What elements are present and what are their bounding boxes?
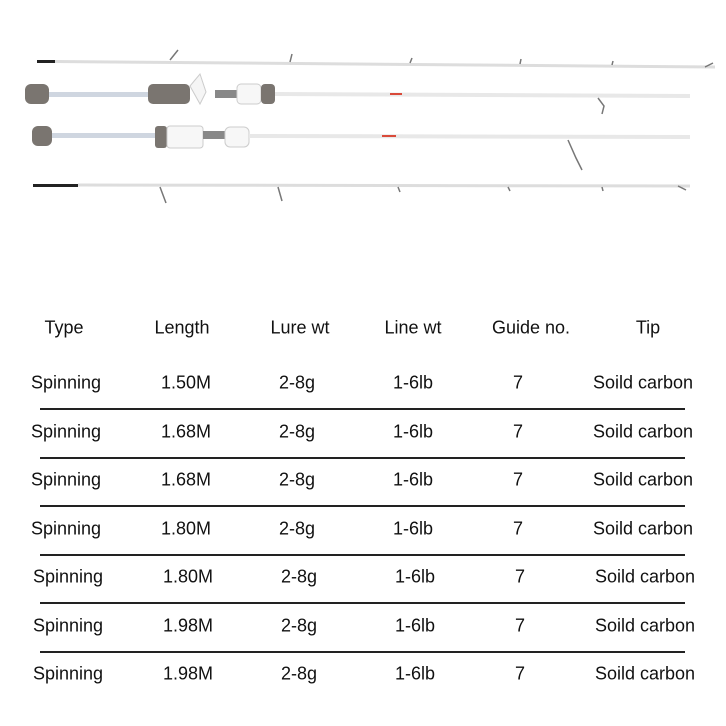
row-divider	[40, 554, 685, 556]
rod-tip-section-bottom	[33, 184, 690, 203]
header-length: Length	[154, 317, 210, 338]
cell-type: Spinning	[30, 469, 102, 490]
cell-length: 1.50M	[160, 372, 212, 393]
row-divider	[40, 408, 685, 410]
row-divider	[40, 651, 685, 653]
cell-tip: Soild carbon	[594, 663, 696, 684]
header-type: Type	[44, 317, 84, 338]
cell-guide-no: 7	[514, 663, 526, 684]
cell-type: Spinning	[32, 566, 104, 587]
cell-type: Spinning	[30, 372, 102, 393]
cell-guide-no: 7	[514, 615, 526, 635]
cell-tip: Soild carbon	[594, 615, 696, 635]
row-divider	[40, 505, 685, 507]
cell-line-wt: 1-6lb	[392, 518, 434, 538]
cell-tip: Soild carbon	[592, 421, 694, 441]
cell-lure-wt: 2-8g	[278, 518, 316, 538]
cell-guide-no: 7	[512, 421, 524, 441]
cell-line-wt: 1-6lb	[392, 421, 434, 441]
cell-guide-no: 7	[512, 469, 524, 490]
cell-line-wt: 1-6lb	[394, 566, 436, 587]
cell-type: Spinning	[32, 615, 104, 635]
rod-spinning	[32, 126, 690, 170]
cell-lure-wt: 2-8g	[278, 421, 316, 441]
cell-length: 1.98M	[162, 615, 214, 635]
cell-lure-wt: 2-8g	[278, 372, 316, 393]
cell-guide-no: 7	[512, 372, 524, 393]
cell-tip: Soild carbon	[592, 372, 694, 393]
cell-length: 1.68M	[160, 421, 212, 441]
cell-length: 1.98M	[162, 663, 214, 684]
cell-line-wt: 1-6lb	[394, 663, 436, 684]
cell-type: Spinning	[30, 518, 102, 538]
cell-lure-wt: 2-8g	[278, 469, 316, 490]
cell-length: 1.80M	[162, 566, 214, 587]
fishing-rods-illustration	[0, 0, 726, 230]
cell-tip: Soild carbon	[592, 518, 694, 538]
cell-type: Spinning	[32, 663, 104, 684]
cell-guide-no: 7	[512, 518, 524, 538]
cell-lure-wt: 2-8g	[280, 615, 318, 635]
row-divider	[40, 457, 685, 459]
cell-guide-no: 7	[514, 566, 526, 587]
cell-type: Spinning	[30, 421, 102, 441]
cell-lure-wt: 2-8g	[280, 566, 318, 587]
header-lure-wt: Lure wt	[270, 317, 330, 338]
cell-tip: Soild carbon	[592, 469, 694, 490]
header-guide-no: Guide no.	[491, 317, 571, 338]
cell-lure-wt: 2-8g	[280, 663, 318, 684]
header-tip: Tip	[635, 317, 661, 338]
cell-line-wt: 1-6lb	[394, 615, 436, 635]
rod-casting	[25, 74, 690, 114]
row-divider	[40, 602, 685, 604]
cell-tip: Soild carbon	[594, 566, 696, 587]
cell-line-wt: 1-6lb	[392, 469, 434, 490]
cell-line-wt: 1-6lb	[392, 372, 434, 393]
rod-tip-section-top	[37, 50, 715, 67]
header-line-wt: Line wt	[384, 317, 442, 338]
cell-length: 1.80M	[160, 518, 212, 538]
cell-length: 1.68M	[160, 469, 212, 490]
